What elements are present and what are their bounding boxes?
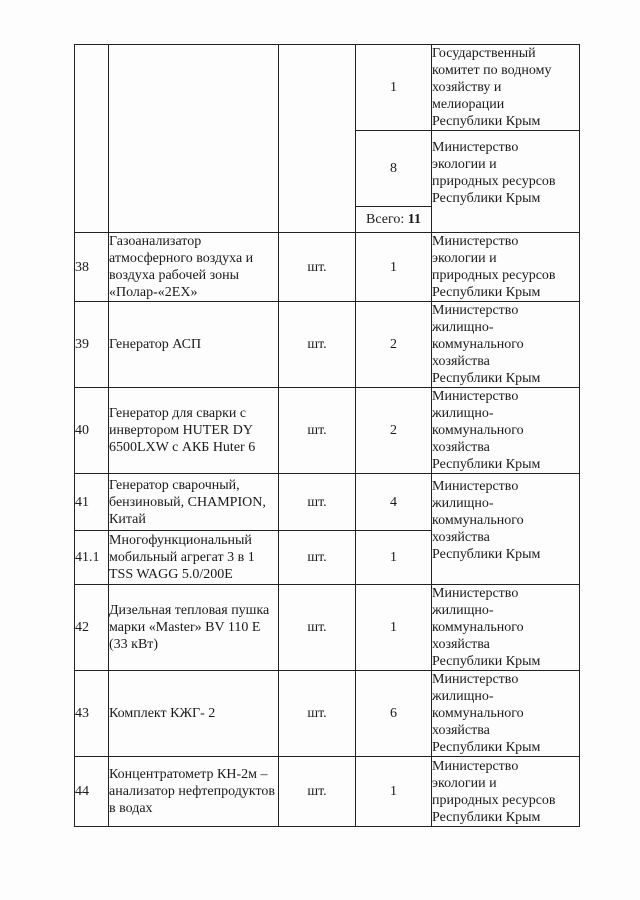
org-line: природных ресурсов [432,174,556,189]
cell-unit: шт. [279,585,356,671]
org-line: хозяйства [432,354,490,369]
org-line: Республики Крым [432,809,541,825]
org-line: коммунального [432,337,524,352]
cell-organization [432,45,580,131]
cell-name-empty [109,45,279,233]
table-row [75,474,580,531]
cell-number: 39 [75,302,109,388]
cell-organization [432,302,580,388]
cell-quantity: 2 [356,388,432,474]
org-line: Республики Крым [432,371,541,386]
org-line: жилищно- [432,320,494,335]
org-line: Республики Крым [432,547,541,562]
cell-number: 40 [75,388,109,474]
org-line: Министерство [432,758,519,774]
org-line: Министерство [432,586,519,601]
cell-name: Концентратометр КН-2м – анализатор нефтепродуктов в водах [109,757,279,827]
cell-name: Дизельная тепловая пушка марки «Master» BV 110 E (33 кВт) [109,585,279,671]
cell-unit: шт. [279,302,356,388]
org-line: Республики Крым [432,654,541,669]
table-row [75,757,580,827]
cell-name: Многофункциональный мобильный агрегат 3 в 1 TSS WAGG 5.0/200E [109,531,279,585]
org-line: комитет по водному [432,63,552,78]
org-line: хозяйства [432,723,490,738]
total-value: 11 [407,212,421,227]
cell-name: Генератор сварочный, бензиновый, CHAMPION, Китай [109,474,279,531]
org-line: природных ресурсов [432,792,556,808]
cell-organization [432,585,580,671]
org-line: Министерство [432,140,519,155]
org-line: хозяйства [432,530,490,545]
org-line: Министерство [432,672,519,687]
org-line: экологии и [432,775,497,791]
cell-unit: шт. [279,671,356,757]
table-row [75,233,580,302]
cell-quantity: 2 [356,302,432,388]
equipment-table [74,44,580,827]
org-line: жилищно- [432,603,494,618]
cell-organization [432,671,580,757]
cell-unit-empty [279,45,356,233]
table-row [75,585,580,671]
total-label: Всего: [366,212,408,227]
org-line: Министерство [432,303,519,318]
cell-organization [432,474,580,585]
cell-quantity: 6 [356,671,432,757]
org-line: жилищно- [432,406,494,421]
cell-quantity: 1 [356,585,432,671]
cell-unit: шт. [279,233,356,302]
cell-unit: шт. [279,388,356,474]
org-line: Министерство [432,479,519,494]
org-line: Республики Крым [432,457,541,472]
cell-organization [432,388,580,474]
cell-quantity: 1 [356,45,432,131]
cell-total [356,207,432,233]
cell-name: Генератор для сварки с инвертором HUTER DY 6500LXW с АКБ Huter 6 [109,388,279,474]
cell-number: 44 [75,757,109,827]
org-line: экологии и [432,251,497,266]
cell-unit: шт. [279,757,356,827]
cell-number-empty [75,45,109,233]
cell-organization [432,131,580,233]
cell-quantity: 1 [356,233,432,302]
org-line: Республики Крым [432,114,541,129]
table-row [75,388,580,474]
org-line: Министерство [432,389,519,404]
cell-organization [432,233,580,302]
cell-quantity: 1 [356,531,432,585]
org-line: жилищно- [432,496,494,511]
org-line: Министерство [432,234,519,249]
cell-unit: шт. [279,474,356,531]
org-line: коммунального [432,423,524,438]
cell-quantity: 1 [356,757,432,827]
cell-number: 42 [75,585,109,671]
org-line: коммунального [432,620,524,635]
org-line: экологии и [432,157,497,172]
cell-name: Генератор АСП [109,302,279,388]
cell-unit: шт. [279,531,356,585]
cell-name: Комплект КЖГ- 2 [109,671,279,757]
org-line: хозяйства [432,440,490,455]
org-line: Республики Крым [432,285,541,300]
org-line: жилищно- [432,689,494,704]
cell-organization [432,757,580,827]
org-line: коммунального [432,513,524,528]
org-line: мелиорации [432,97,505,112]
org-line: коммунального [432,706,524,721]
org-line [432,207,579,224]
cell-number: 43 [75,671,109,757]
org-line [432,563,579,580]
org-line: Государственный [432,46,536,61]
cell-number: 41 [75,474,109,531]
cell-quantity: 8 [356,131,432,207]
org-line: Республики Крым [432,740,541,755]
cell-number: 41.1 [75,531,109,585]
org-line: природных ресурсов [432,268,556,283]
table-row [75,671,580,757]
org-line: хозяйства [432,637,490,652]
org-line: Республики Крым [432,191,541,206]
table-row [75,45,580,131]
cell-quantity: 4 [356,474,432,531]
table-row [75,302,580,388]
cell-name: Газоанализатор атмосферного воздуха и воздуха рабочей зоны «Полар-«2ЕХ» [109,233,279,302]
cell-number: 38 [75,233,109,302]
org-line: хозяйству и [432,80,502,95]
